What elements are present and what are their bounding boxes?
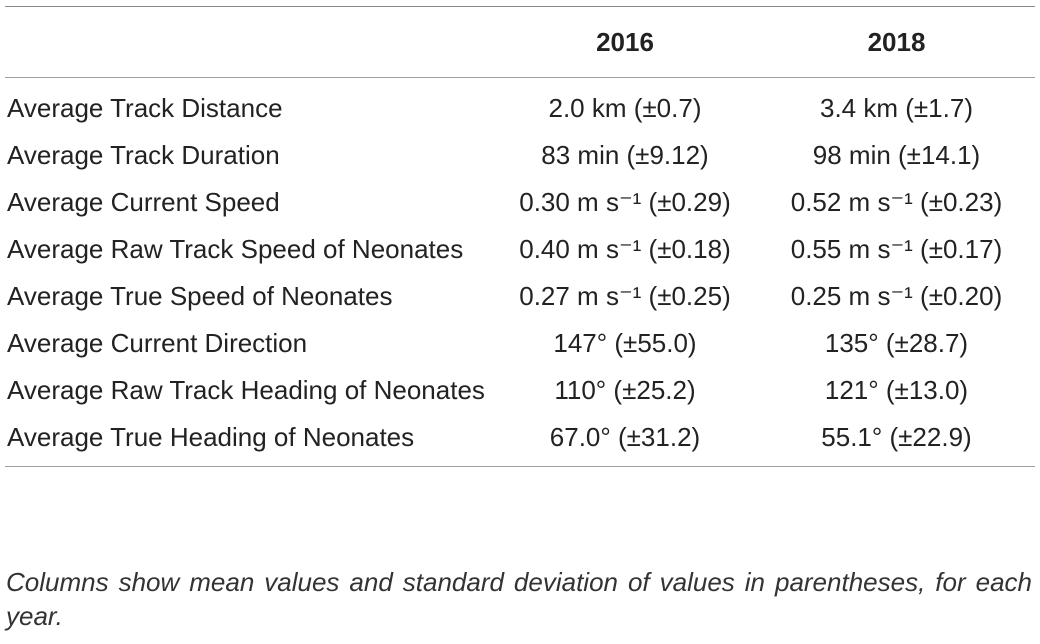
value-2016: 0.27 m s⁻¹ (±0.25) bbox=[519, 281, 731, 311]
table-row bbox=[5, 132, 1035, 179]
table-row bbox=[5, 179, 1035, 226]
value-2016: 0.30 m s⁻¹ (±0.29) bbox=[519, 187, 731, 217]
row-label: Average Raw Track Heading of Neonates bbox=[7, 375, 485, 405]
header-label-column bbox=[5, 7, 492, 77]
table-row bbox=[5, 367, 1035, 414]
summary-table bbox=[5, 7, 1035, 77]
header-year-2018: 2018 bbox=[867, 26, 926, 57]
value-2018: 135° (±28.7) bbox=[824, 328, 969, 358]
table-row bbox=[5, 226, 1035, 273]
value-2018: 0.52 m s⁻¹ (±0.23) bbox=[790, 187, 1003, 217]
row-label: Average True Speed of Neonates bbox=[7, 281, 393, 311]
data-table-container bbox=[5, 6, 1035, 467]
value-2016: 147° (±55.0) bbox=[553, 328, 697, 358]
value-2018: 3.4 km (±1.7) bbox=[820, 93, 973, 123]
summary-table-body bbox=[5, 78, 1035, 466]
value-2018: 121° (±13.0) bbox=[824, 375, 969, 405]
row-label: Average True Heading of Neonates bbox=[7, 422, 415, 452]
table-row bbox=[5, 78, 1035, 132]
value-2016: 110° (±25.2) bbox=[554, 375, 696, 405]
value-2018: 55.1° (±22.9) bbox=[821, 422, 972, 452]
row-label: Average Track Duration bbox=[7, 140, 280, 170]
table-row bbox=[5, 320, 1035, 367]
value-2018: 0.25 m s⁻¹ (±0.20) bbox=[790, 281, 1003, 311]
value-2016: 0.40 m s⁻¹ (±0.18) bbox=[519, 234, 731, 264]
row-label: Average Current Speed bbox=[7, 187, 280, 217]
table-footnote: Columns show mean values and standard deviation of values in parentheses, for each year. bbox=[6, 567, 1032, 631]
row-label: Average Current Direction bbox=[7, 328, 308, 358]
value-2018: 98 min (±14.1) bbox=[812, 140, 981, 170]
row-label: Average Raw Track Speed of Neonates bbox=[7, 234, 464, 264]
value-2016: 2.0 km (±0.7) bbox=[548, 93, 702, 123]
value-2016: 83 min (±9.12) bbox=[541, 140, 709, 170]
row-label: Average Track Distance bbox=[7, 93, 283, 123]
bottom-rule bbox=[5, 466, 1035, 467]
value-2016: 67.0° (±31.2) bbox=[549, 422, 701, 452]
table-row bbox=[5, 414, 1035, 466]
header-row bbox=[5, 7, 1035, 77]
table-row bbox=[5, 273, 1035, 320]
value-2018: 0.55 m s⁻¹ (±0.17) bbox=[790, 234, 1003, 264]
header-year-2016: 2016 bbox=[596, 26, 654, 57]
